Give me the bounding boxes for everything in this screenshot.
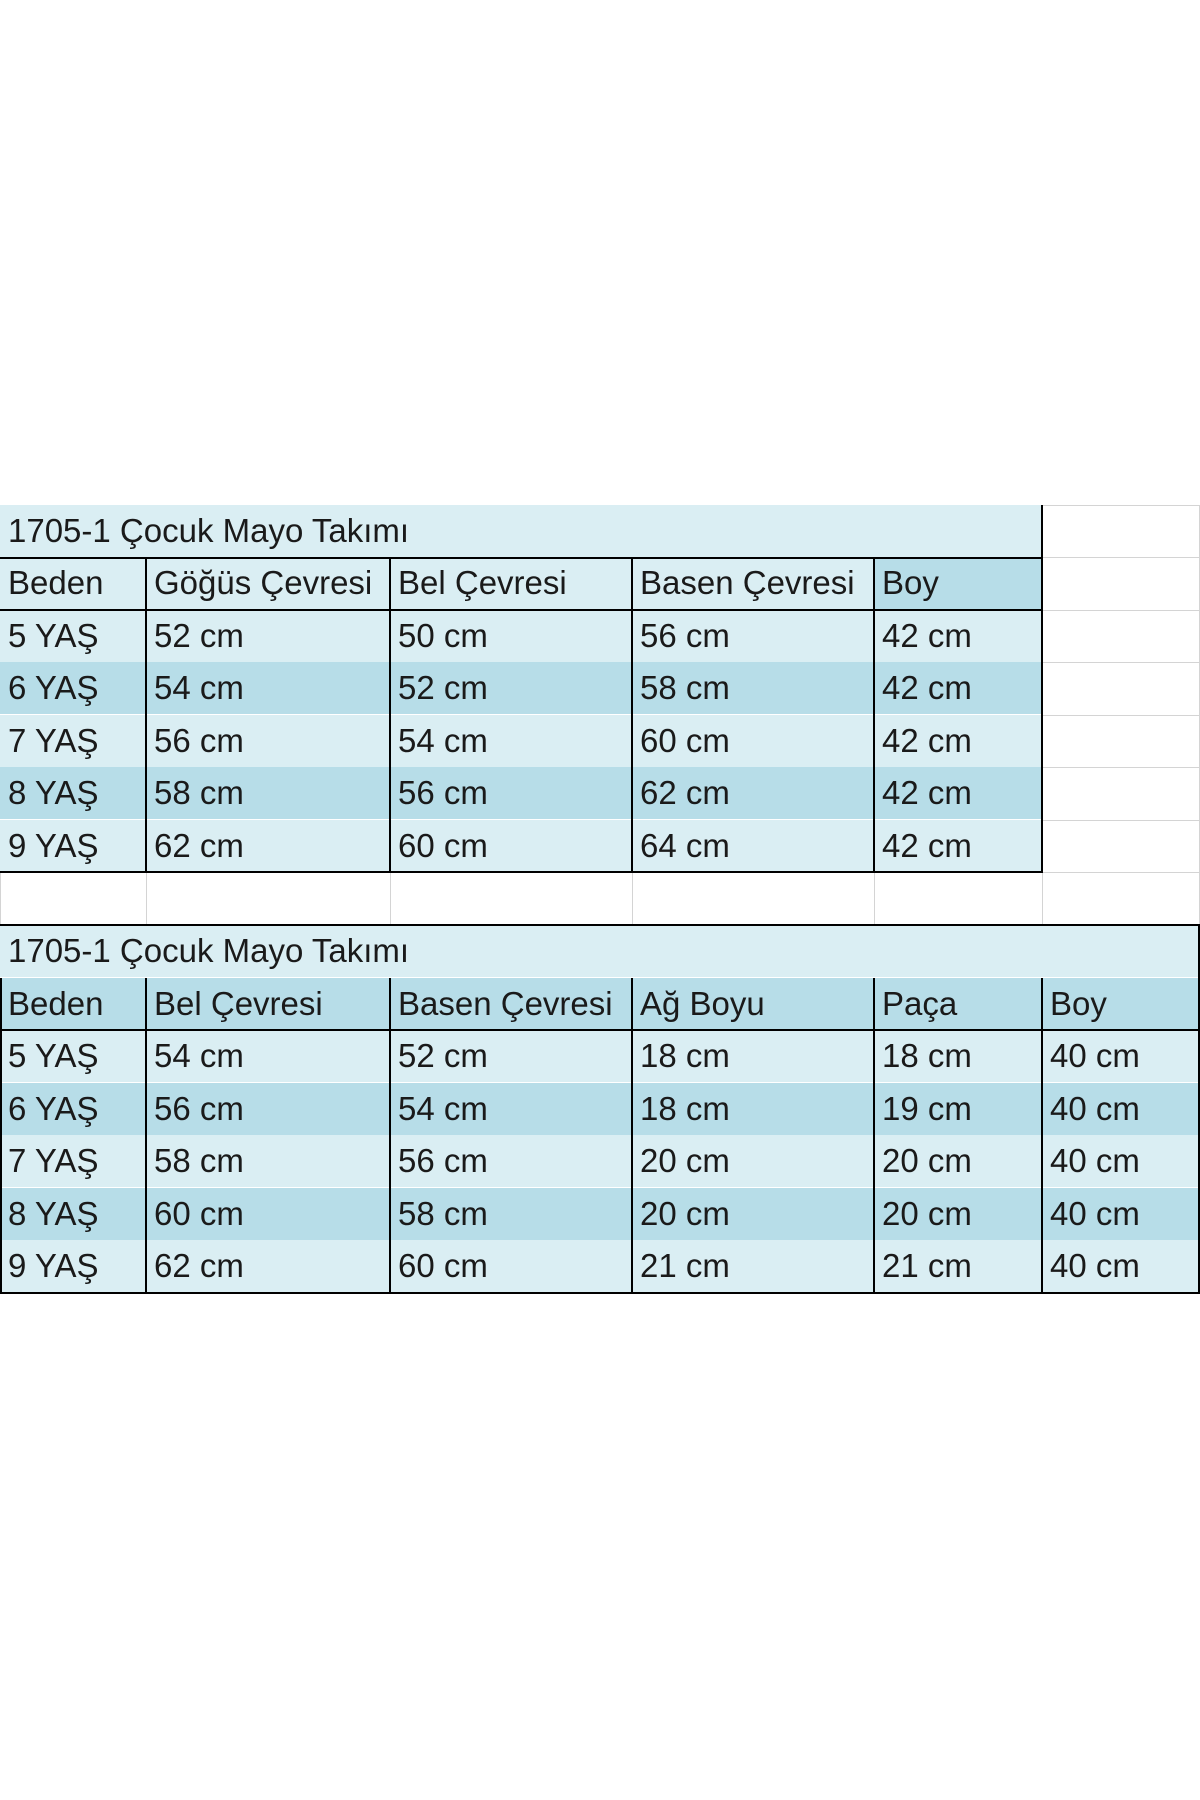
table-border — [631, 978, 633, 1294]
table-border — [631, 557, 633, 872]
table-border — [389, 978, 391, 1294]
table-border — [145, 557, 147, 872]
table-border — [873, 557, 875, 872]
table-cell: 40 cm — [1042, 1135, 1200, 1187]
column-header: Bel Çevresi — [390, 557, 632, 609]
column-header: Boy — [1042, 978, 1200, 1030]
column-header: Bel Çevresi — [146, 978, 390, 1030]
table-cell: 40 cm — [1042, 1240, 1200, 1292]
table-cell: 58 cm — [146, 767, 390, 819]
table-cell: 8 YAŞ — [0, 1188, 146, 1240]
table-border — [873, 978, 875, 1294]
table-border — [0, 1029, 1200, 1031]
table-cell: 60 cm — [390, 1240, 632, 1292]
table-cell: 5 YAŞ — [0, 1030, 146, 1082]
table-cell: 6 YAŞ — [0, 662, 146, 714]
table-cell: 54 cm — [146, 1030, 390, 1082]
table-cell: 54 cm — [390, 1083, 632, 1135]
table-cell: 52 cm — [390, 662, 632, 714]
table-cell: 9 YAŞ — [0, 1240, 146, 1292]
table-cell: 40 cm — [1042, 1083, 1200, 1135]
gridline — [1042, 610, 1200, 611]
table-cell: 40 cm — [1042, 1188, 1200, 1240]
table-cell: 40 cm — [1042, 1030, 1200, 1082]
table-cell: 52 cm — [390, 1030, 632, 1082]
gridline — [1042, 820, 1200, 821]
gridline — [1042, 557, 1200, 558]
table-cell: 62 cm — [146, 820, 390, 872]
table-cell: 42 cm — [874, 662, 1042, 714]
gridline — [1042, 662, 1200, 663]
table-cell: 60 cm — [390, 820, 632, 872]
table-border — [0, 557, 1043, 559]
table-cell: 42 cm — [874, 820, 1042, 872]
column-header: Basen Çevresi — [390, 978, 632, 1030]
table-border — [1041, 978, 1043, 1294]
table-cell: 62 cm — [146, 1240, 390, 1292]
table-cell: 58 cm — [390, 1188, 632, 1240]
table-cell: 54 cm — [390, 715, 632, 767]
table-cell: 52 cm — [146, 610, 390, 662]
table-cell: 18 cm — [632, 1030, 874, 1082]
table-cell: 50 cm — [390, 610, 632, 662]
table-cell: 58 cm — [632, 662, 874, 714]
table-cell: 20 cm — [874, 1188, 1042, 1240]
table-cell: 60 cm — [146, 1188, 390, 1240]
column-header: Beden — [0, 978, 146, 1030]
gridline — [1042, 872, 1200, 873]
table-cell: 56 cm — [146, 1083, 390, 1135]
table-cell: 64 cm — [632, 820, 874, 872]
table-cell: 62 cm — [632, 767, 874, 819]
table-cell: 7 YAŞ — [0, 715, 146, 767]
table-border — [145, 978, 147, 1294]
table-cell: 42 cm — [874, 715, 1042, 767]
column-header: Göğüs Çevresi — [146, 557, 390, 609]
gridline — [1042, 715, 1200, 716]
gridline — [0, 872, 1, 925]
table-cell: 54 cm — [146, 662, 390, 714]
table-cell: 60 cm — [632, 715, 874, 767]
table-cell: 18 cm — [632, 1083, 874, 1135]
table-cell: 56 cm — [390, 767, 632, 819]
table-border — [389, 557, 391, 872]
table-cell: 20 cm — [874, 1135, 1042, 1187]
table-cell: 56 cm — [390, 1135, 632, 1187]
table-cell: 7 YAŞ — [0, 1135, 146, 1187]
table-cell: 8 YAŞ — [0, 767, 146, 819]
table-border — [0, 924, 1200, 926]
table-border — [0, 1292, 1200, 1294]
table-cell: 20 cm — [632, 1188, 874, 1240]
table-cell: 5 YAŞ — [0, 610, 146, 662]
table-border — [0, 978, 2, 1294]
column-header: Beden — [0, 557, 146, 609]
table-border — [0, 871, 1043, 873]
table-cell: 56 cm — [146, 715, 390, 767]
table-cell: 21 cm — [632, 1240, 874, 1292]
table-title: 1705-1 Çocuk Mayo Takımı — [0, 925, 1200, 977]
gridline — [1042, 767, 1200, 768]
table-cell: 42 cm — [874, 610, 1042, 662]
table-border — [1041, 505, 1043, 873]
table-cell: 18 cm — [874, 1030, 1042, 1082]
gridline — [1042, 505, 1200, 506]
table-cell: 58 cm — [146, 1135, 390, 1187]
column-header: Ağ Boyu — [632, 978, 874, 1030]
column-header: Basen Çevresi — [632, 557, 874, 609]
table-cell: 42 cm — [874, 767, 1042, 819]
table-cell: 21 cm — [874, 1240, 1042, 1292]
table-border — [0, 609, 1043, 611]
gridline — [874, 872, 875, 925]
column-header: Boy — [874, 557, 1042, 609]
gridline — [632, 872, 633, 925]
table-cell: 56 cm — [632, 610, 874, 662]
gridline — [146, 872, 147, 925]
table-cell: 9 YAŞ — [0, 820, 146, 872]
table-cell: 20 cm — [632, 1135, 874, 1187]
table-cell: 19 cm — [874, 1083, 1042, 1135]
column-header: Paça — [874, 978, 1042, 1030]
table-title: 1705-1 Çocuk Mayo Takımı — [0, 505, 1042, 557]
gridline — [390, 872, 391, 925]
table-cell: 6 YAŞ — [0, 1083, 146, 1135]
